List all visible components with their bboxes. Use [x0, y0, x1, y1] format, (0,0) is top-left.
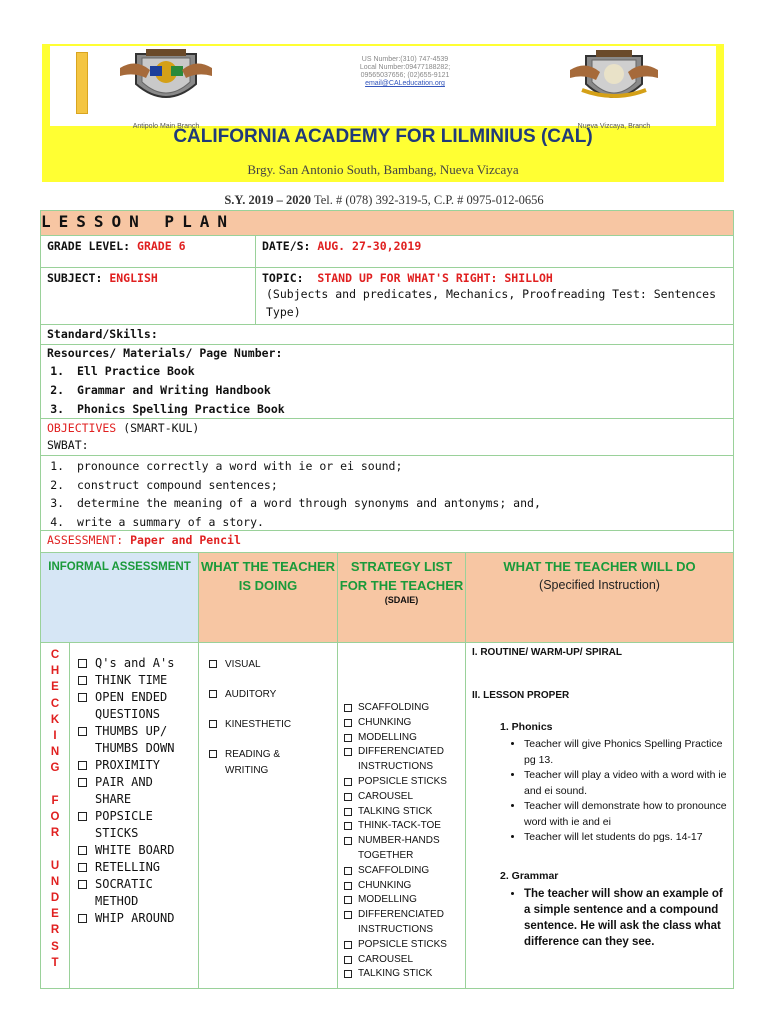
checkbox-icon[interactable] [78, 778, 87, 787]
grade-level-value: GRADE 6 [137, 239, 186, 253]
resources-label: Resources/ Materials/ Page Number: [47, 346, 283, 360]
checkbox-icon [344, 704, 352, 712]
school-logo-left [116, 48, 216, 130]
assessment-label: ASSESSMENT: [47, 533, 124, 547]
checkbox-icon [344, 911, 352, 919]
lesson-plan-table [40, 210, 734, 989]
modality-item[interactable]: VISUAL [209, 657, 333, 673]
strategy-item[interactable]: NUMBER-HANDS TOGETHER [344, 834, 461, 864]
checkbox-icon[interactable] [78, 880, 87, 889]
swbat-label: SWBAT: [47, 438, 89, 452]
standard-skills-label: Standard/Skills: [47, 327, 158, 341]
contact-line: 09565037656; (02)655-9121 [360, 72, 450, 79]
checkbox-icon[interactable] [78, 846, 87, 855]
objectives-cell [41, 419, 733, 455]
contact-line: US Number:(310) 747-4539 [361, 56, 449, 63]
checkbox-icon [344, 822, 352, 830]
gold-bar-decoration [76, 52, 88, 114]
strategy-checklist [337, 643, 465, 988]
date-cell [255, 236, 733, 267]
teacher-will-do-heading: WHAT THE TEACHER WILL DO (Specified Instruction) [465, 553, 733, 642]
school-logo-right [564, 48, 664, 130]
strategy-item[interactable]: TALKING STICK [344, 967, 461, 982]
strategy-sub: (SDAIE) [384, 595, 419, 605]
school-name: CALIFORNIA ACADEMY FOR LILMINIUS (CAL) [173, 126, 593, 147]
lesson-plan-title: LESSON PLAN [41, 211, 733, 235]
checkbox-icon [344, 793, 352, 801]
objective-item: 4. write a summary of a story. [71, 513, 727, 532]
checkbox-icon[interactable] [209, 750, 217, 758]
checking-for-understanding-vertical: C H E C K I N G F O R U N D E R S T [50, 649, 60, 969]
checklist-item[interactable]: POPSICLE STICKS [78, 808, 194, 842]
objective-item: 1. pronounce correctly a word with ie or ei sound; [71, 457, 727, 476]
checkbox-icon [344, 882, 352, 890]
strategy-item[interactable]: SCAFFOLDING [344, 864, 461, 879]
logo-strip [50, 46, 716, 130]
strategy-item[interactable]: POPSICLE STICKS [344, 775, 461, 790]
strategy-item[interactable]: POPSICLE STICKS [344, 938, 461, 953]
teacher-doing-heading: WHAT THE TEACHER IS DOING [198, 553, 337, 642]
checkbox-icon [344, 748, 352, 756]
modality-item[interactable]: KINESTHETIC [209, 717, 333, 733]
grade-level-label: GRADE LEVEL: [47, 239, 131, 253]
objectives-list-cell [41, 456, 733, 530]
school-year: S.Y. 2019 – 2020 [224, 193, 312, 207]
checkbox-icon [344, 778, 352, 786]
checklist-item[interactable]: WHITE BOARD [78, 842, 194, 859]
phonics-item: • Teacher will demonstrate how to pronounce word with ie and ei [524, 799, 727, 830]
date-label: DATE/S: [262, 239, 311, 253]
checkbox-icon[interactable] [78, 914, 87, 923]
assessment-value: Paper and Pencil [130, 533, 241, 547]
checkbox-icon[interactable] [209, 690, 217, 698]
strategy-item[interactable]: CHUNKING [344, 879, 461, 894]
strategy-item[interactable]: CAROUSEL [344, 953, 461, 968]
informal-assessment-heading: INFORMAL ASSESSMENT [41, 553, 198, 642]
checkbox-icon [344, 941, 352, 949]
school-address: Brgy. San Antonio South, Bambang, Nueva Vizcaya [247, 162, 519, 177]
school-year-line [0, 193, 768, 208]
checkbox-icon[interactable] [78, 659, 87, 668]
contact-line: Local Number:09477188282; [359, 64, 451, 71]
topic-subtitle: (Subjects and predicates, Mechanics, Proofreading Test: Sentences Type) [266, 287, 717, 319]
checkbox-icon [344, 837, 352, 845]
checkbox-icon[interactable] [78, 693, 87, 702]
lesson-proper-heading: II. LESSON PROPER [472, 690, 570, 701]
phonics-item: • Teacher will give Phonics Spelling Practice pg 13. [524, 737, 727, 768]
resources-list [47, 362, 727, 419]
checklist-item[interactable]: RETELLING [78, 859, 194, 876]
subject-label: SUBJECT: [47, 271, 103, 285]
strategy-item[interactable]: DIFFERENCIATED INSTRUCTIONS [344, 745, 461, 775]
checklist-item[interactable]: OPEN ENDED QUESTIONS [78, 689, 194, 723]
checklist-item[interactable]: Q's and A's [78, 655, 194, 672]
school-header [42, 44, 724, 182]
teacher-will-do-sub: (Specified Instruction) [539, 578, 660, 592]
modality-item[interactable]: READING & WRITING [209, 747, 289, 779]
topic-value: STAND UP FOR WHAT'S RIGHT: SHILLOH [317, 271, 553, 285]
topic-label: TOPIC: [262, 271, 304, 285]
resources-cell [41, 345, 733, 418]
checklist-item[interactable]: WHIP AROUND [78, 910, 194, 927]
date-value: AUG. 27-30,2019 [317, 239, 422, 253]
phone-numbers: Tel. # (078) 392-319-5, C.P. # 0975-012-0656 [313, 193, 544, 207]
checkbox-icon [344, 970, 352, 978]
objectives-list [47, 457, 727, 531]
resource-item: 3. Phonics Spelling Practice Book [71, 400, 727, 419]
checkbox-icon[interactable] [78, 676, 87, 685]
resource-item: 2. Grammar and Writing Handbook [71, 381, 727, 400]
grammar-list [508, 886, 727, 950]
informal-assessment-checklist [69, 643, 198, 988]
assessment-grid-body [41, 642, 733, 988]
subject-value: ENGLISH [109, 271, 158, 285]
checkbox-icon [344, 956, 352, 964]
checkbox-icon [344, 719, 352, 727]
checkbox-icon [344, 808, 352, 816]
phonics-list [524, 737, 727, 846]
checkbox-icon[interactable] [78, 761, 87, 770]
routine-heading: I. ROUTINE/ WARM-UP/ SPIRAL [472, 647, 622, 658]
contact-info [320, 56, 490, 88]
assessment-grid-header [41, 552, 733, 642]
objective-item: 3. determine the meaning of a word through synonyms and antonyms; and, [71, 494, 727, 513]
checkbox-icon[interactable] [209, 720, 217, 728]
strategy-item[interactable]: THINK-TACK-TOE [344, 819, 461, 834]
grade-level-cell [41, 236, 255, 267]
strategy-item[interactable]: MODELLING [344, 731, 461, 746]
strategy-item[interactable]: MODELLING [344, 893, 461, 908]
strategy-item[interactable]: CHUNKING [344, 716, 461, 731]
logo-left-caption: Antipolo Main Branch [132, 123, 200, 130]
checkbox-icon[interactable] [209, 660, 217, 668]
phonics-item: • Teacher will let students do pgs. 14-17 [524, 830, 727, 846]
strategy-item[interactable]: CAROUSEL [344, 790, 461, 805]
logo-right-caption: Nueva Vizcaya, Branch [577, 123, 651, 130]
phonics-item: • Teacher will play a video with a word with ie and ei sound. [524, 768, 727, 799]
checklist-item[interactable]: PROXIMITY [78, 757, 194, 774]
phonics-heading: 1. Phonics [500, 721, 553, 733]
resource-item: 1. Ell Practice Book [71, 362, 727, 381]
strategy-item[interactable]: DIFFERENCIATED INSTRUCTIONS [344, 908, 461, 938]
checkbox-icon [344, 896, 352, 904]
modality-item[interactable]: AUDITORY [209, 687, 333, 703]
strategy-list-heading: STRATEGY LIST FOR THE TEACHER (SDAIE) [337, 553, 465, 642]
teacher-doing-checklist [198, 643, 337, 988]
checklist-item[interactable]: SOCRATIC METHOD [78, 876, 194, 910]
checkbox-icon[interactable] [78, 812, 87, 821]
checkbox-icon [344, 734, 352, 742]
checklist-item[interactable]: THUMBS UP/ THUMBS DOWN [78, 723, 194, 757]
objectives-note: (SMART-KUL) [123, 421, 200, 435]
teacher-will-do-content [465, 643, 733, 988]
checkbox-icon[interactable] [78, 727, 87, 736]
objective-item: 2. construct compound sentences; [71, 476, 727, 495]
checklist-item[interactable]: THINK TIME [78, 672, 194, 689]
checklist-item[interactable]: PAIR AND SHARE [78, 774, 194, 808]
checkbox-icon[interactable] [78, 863, 87, 872]
subject-cell [41, 268, 255, 324]
topic-cell [255, 268, 733, 324]
objectives-label: OBJECTIVES [47, 421, 117, 435]
grammar-item: • The teacher will show an example of a simple sentence and a compound sentence. He will ask the class what difference can they see. [524, 886, 727, 950]
checkbox-icon [344, 867, 352, 875]
grammar-heading: 2. Grammar [500, 869, 559, 882]
strategy-item[interactable]: SCAFFOLDING [344, 701, 461, 716]
contact-email-link[interactable]: email@CALeducation.org [365, 80, 445, 87]
strategy-item[interactable]: TALKING STICK [344, 805, 461, 820]
assessment-cell [41, 531, 733, 552]
